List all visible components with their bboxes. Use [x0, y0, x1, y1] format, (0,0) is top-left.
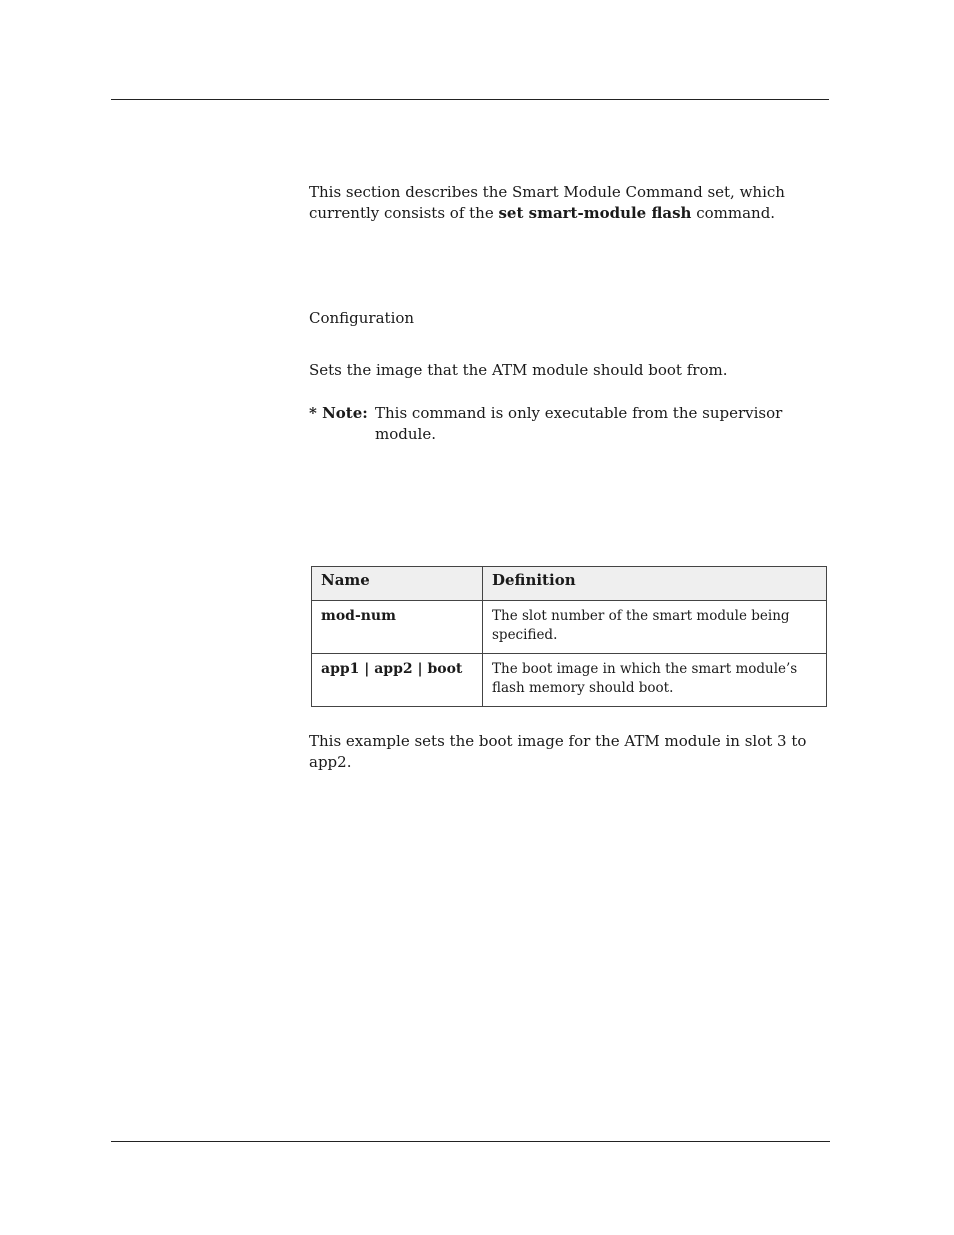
table-header-row — [312, 567, 827, 601]
param-name: app1 | app2 | boot — [312, 654, 483, 707]
note-block — [309, 403, 829, 445]
mode-category: Configuration — [309, 309, 415, 327]
table-header-name: Name — [312, 567, 483, 601]
footer-rule — [111, 1141, 830, 1142]
param-name: mod-num — [312, 601, 483, 654]
command-description: Sets the image that the ATM module should boot from. — [309, 361, 728, 379]
note-text-line2: module. — [375, 425, 436, 443]
intro-text-before: This section describes the Smart Module Command set, which currently consists of the — [309, 183, 785, 222]
table-row — [312, 601, 827, 654]
example-paragraph: This example sets the boot image for the ATM module in slot 3 to app2. — [309, 732, 807, 771]
param-definition: The boot image in which the smart module’s flash memory should boot. — [483, 654, 827, 707]
intro-command: set smart-module flash — [498, 204, 692, 222]
table-row — [312, 654, 827, 707]
note-label: * Note: — [309, 404, 368, 422]
header-rule — [111, 99, 829, 100]
param-definition: The slot number of the smart module being specified. — [483, 601, 827, 654]
intro-paragraph — [309, 182, 829, 224]
note-text-line1: This command is only executable from the supervisor — [375, 404, 783, 422]
table-header-definition: Definition — [483, 567, 827, 601]
intro-text-after: command. — [691, 204, 776, 222]
parameters-table — [311, 566, 827, 707]
